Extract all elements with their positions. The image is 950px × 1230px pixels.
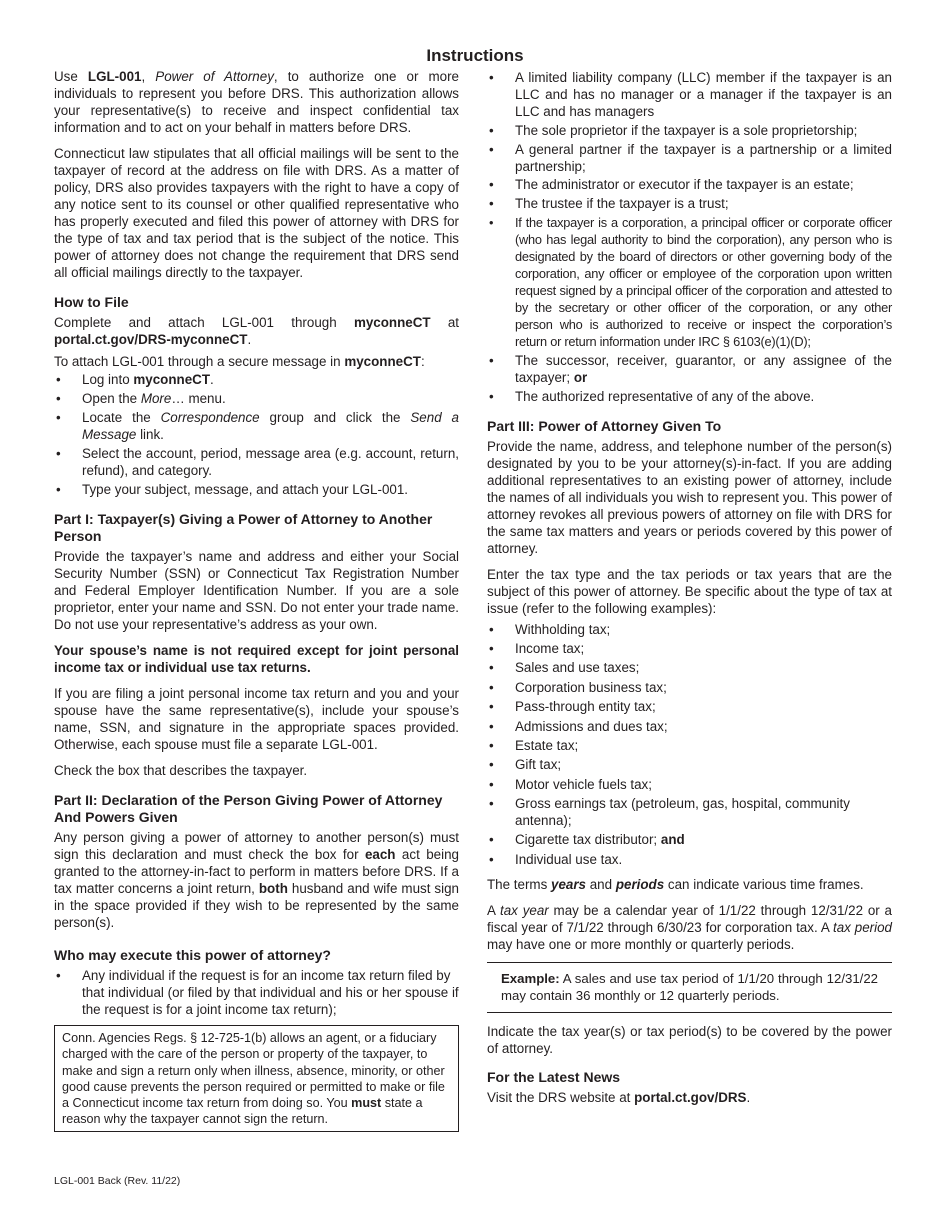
indicate-paragraph: Indicate the tax year(s) or tax period(s) to be covered by the power of attorney.	[487, 1023, 892, 1056]
list-item: • Corporation business tax;	[487, 679, 892, 696]
joint-return-paragraph: If you are filing a joint personal income tax return and you and your spouse have the same representative(s), include your spouse’s name, SSN, and signature in the appropriate spaces provided. Otherwise, each spouse must file a separate LGL-001.	[54, 686, 459, 752]
list-item: • Select the account, period, message area (e.g. account, return, refund), and category.	[54, 445, 459, 479]
mailings-paragraph: Connecticut law stipulates that all official mailings will be sent to the taxpayer of record at the address on file with DRS. As a matter of policy, DRS also provides taxpayers with the right to have a copy of any notice sent to its counsel or other qualified representative who has properly executed and filed this power of attorney with DRS for the type of tax and tax period that is the subject of the notice. This power of attorney does not change the requirement that DRS send all official mailings directly to the taxpayer.	[54, 146, 459, 280]
list-item: • The administrator or executor if the taxpayer is an estate;	[487, 176, 892, 193]
terms-paragraph: The terms years and periods can indicate various time frames.	[487, 876, 864, 892]
list-item: • Income tax;	[487, 640, 892, 657]
part2-paragraph: Any person giving a power of attorney to another person(s) must sign this declaration and must check the box for each act being granted to the attorney-in-fact to perform in matters before DRS. If a tax matter concerns a joint return, both husband and wife must sign in the space provided if they wish to be represented by the same person(s).	[54, 830, 459, 930]
spouse-note: Your spouse’s name is not required except for joint personal income tax or individual use tax returns.	[54, 643, 459, 675]
list-item: • Motor vehicle fuels tax;	[487, 776, 892, 793]
list-item: • Type your subject, message, and attach your LGL-001.	[54, 481, 459, 498]
how-to-file-paragraph: Complete and attach LGL-001 through myconneCT at portal.ct.gov/DRS-myconneCT.	[54, 315, 459, 347]
drs-website-link[interactable]: portal.ct.gov/DRS	[634, 1089, 747, 1105]
list-item: • Estate tax;	[487, 737, 892, 754]
how-to-file-heading: How to File	[54, 294, 129, 310]
list-item: • Log into myconneCT.	[54, 371, 459, 388]
part3-heading: Part III: Power of Attorney Given To	[487, 417, 722, 434]
list-item: • Open the More… menu.	[54, 390, 459, 407]
list-item: • If the taxpayer is a corporation, a principal officer or corporate officer (who has legal authority to bind the corporation), any person who is designated by the board of directors or other governing body of the corporation, any officer or employee of the corporation upon written request signed by a principal officer of the corporation and attested to by the secretary or other officer of the corporation, or any other person who is authorized to receive or inspect the corporation’s return or return information under IRC § 6103(e)(1)(D);	[487, 214, 892, 350]
part3-paragraph: Provide the name, address, and telephone number of the person(s) designated by you to be your attorney(s)-in-fact. If you are adding additional representatives to an existing power of attorney, include the names of all individuals you wish to represent you. This power of attorney revokes all previous powers of attorney on file with DRS for the same tax matters and years or periods covered by this power of attorney.	[487, 438, 892, 556]
list-item: • Individual use tax.	[487, 851, 892, 868]
list-item: • The trustee if the taxpayer is a trust;	[487, 195, 892, 212]
list-item: • Cigarette tax distributor; and	[487, 831, 892, 848]
tax-types-list	[487, 621, 892, 868]
list-item: • Pass-through entity tax;	[487, 698, 892, 715]
form-footer: LGL-001 Back (Rev. 11/22)	[54, 1175, 181, 1187]
secure-message-paragraph: To attach LGL-001 through a secure message in myconneCT:	[54, 354, 425, 369]
intro-paragraph: Use LGL-001, Power of Attorney, to authorize one or more individuals to represent you before DRS. This authorization allows your representative(s) to receive and inspect confidential tax information and to act on your behalf in matters before DRS.	[54, 69, 459, 135]
who-may-execute-list-continued	[487, 69, 892, 405]
example-box: Example: A sales and use tax period of 1/1/20 through 12/31/22 may contain 36 monthly or 12 quarterly periods.	[487, 962, 892, 1013]
list-item: • The successor, receiver, guarantor, or any assignee of the taxpayer; or	[487, 352, 892, 386]
how-to-file-steps	[54, 371, 459, 498]
list-item: • Sales and use taxes;	[487, 659, 892, 676]
tax-year-paragraph: A tax year may be a calendar year of 1/1/22 through 12/31/22 or a fiscal year of 7/1/22 through 6/30/23 for corporation tax. A tax period may have one or more monthly or quarterly periods.	[487, 902, 892, 952]
list-item: • A limited liability company (LLC) member if the taxpayer is an LLC and has no manager or a manager if the taxpayer is an LLC and has managers	[487, 69, 892, 120]
right-column	[487, 69, 892, 1115]
list-item: • Locate the Correspondence group and click the Send a Message link.	[54, 409, 459, 443]
tax-type-paragraph: Enter the tax type and the tax periods or tax years that are the subject of this power of attorney. Be specific about the type of tax at issue (refer to the following examples):	[487, 566, 892, 616]
list-item: • Any individual if the request is for an income tax return filed by that individual (or filed by that individual and his or her spouse if the request is for a joint income tax return);	[54, 967, 459, 1018]
part1-paragraph: Provide the taxpayer’s name and address and either your Social Security Number (SSN) or Connecticut Tax Registration Number and Federal Employer Identification Number. If you are a sole proprietor, enter your name and SSN. Do not enter your trade name. Do not use your representative’s address as your own.	[54, 549, 459, 632]
list-item: • Admissions and dues tax;	[487, 718, 892, 735]
list-item: • A general partner if the taxpayer is a partnership or a limited partnership;	[487, 141, 892, 175]
list-item: • Gift tax;	[487, 756, 892, 773]
check-box-note: Check the box that describes the taxpayer.	[54, 763, 308, 778]
left-column	[54, 68, 459, 1132]
latest-news-paragraph: Visit the DRS website at portal.ct.gov/DRS.	[487, 1089, 751, 1105]
latest-news-heading: For the Latest News	[487, 1068, 621, 1085]
who-may-execute-heading: Who may execute this power of attorney?	[54, 947, 331, 963]
list-item: • Gross earnings tax (petroleum, gas, hospital, community antenna);	[487, 795, 892, 829]
part2-heading: Part II: Declaration of the Person Giving Power of Attorney And Powers Given	[54, 792, 443, 825]
myconnect-link[interactable]: portal.ct.gov/DRS-myconneCT	[54, 332, 248, 347]
regulation-note-box: Conn. Agencies Regs. § 12-725-1(b) allows an agent, or a fiduciary charged with the care of the person or property of the taxpayer, to make and sign a return only when illness, absence, minority, or other good cause prevents the person required or permitted to make or file a Connecticut income tax return from doing so. You must state a reason why the taxpayer cannot sign the return.	[54, 1025, 459, 1132]
who-may-execute-list	[54, 967, 459, 1018]
list-item: • The authorized representative of any of the above.	[487, 388, 892, 405]
part1-heading: Part I: Taxpayer(s) Giving a Power of Attorney to Another Person	[54, 511, 433, 544]
page-title: Instructions	[426, 46, 524, 65]
list-item: • Withholding tax;	[487, 621, 892, 638]
list-item: • The sole proprietor if the taxpayer is a sole proprietorship;	[487, 122, 892, 139]
